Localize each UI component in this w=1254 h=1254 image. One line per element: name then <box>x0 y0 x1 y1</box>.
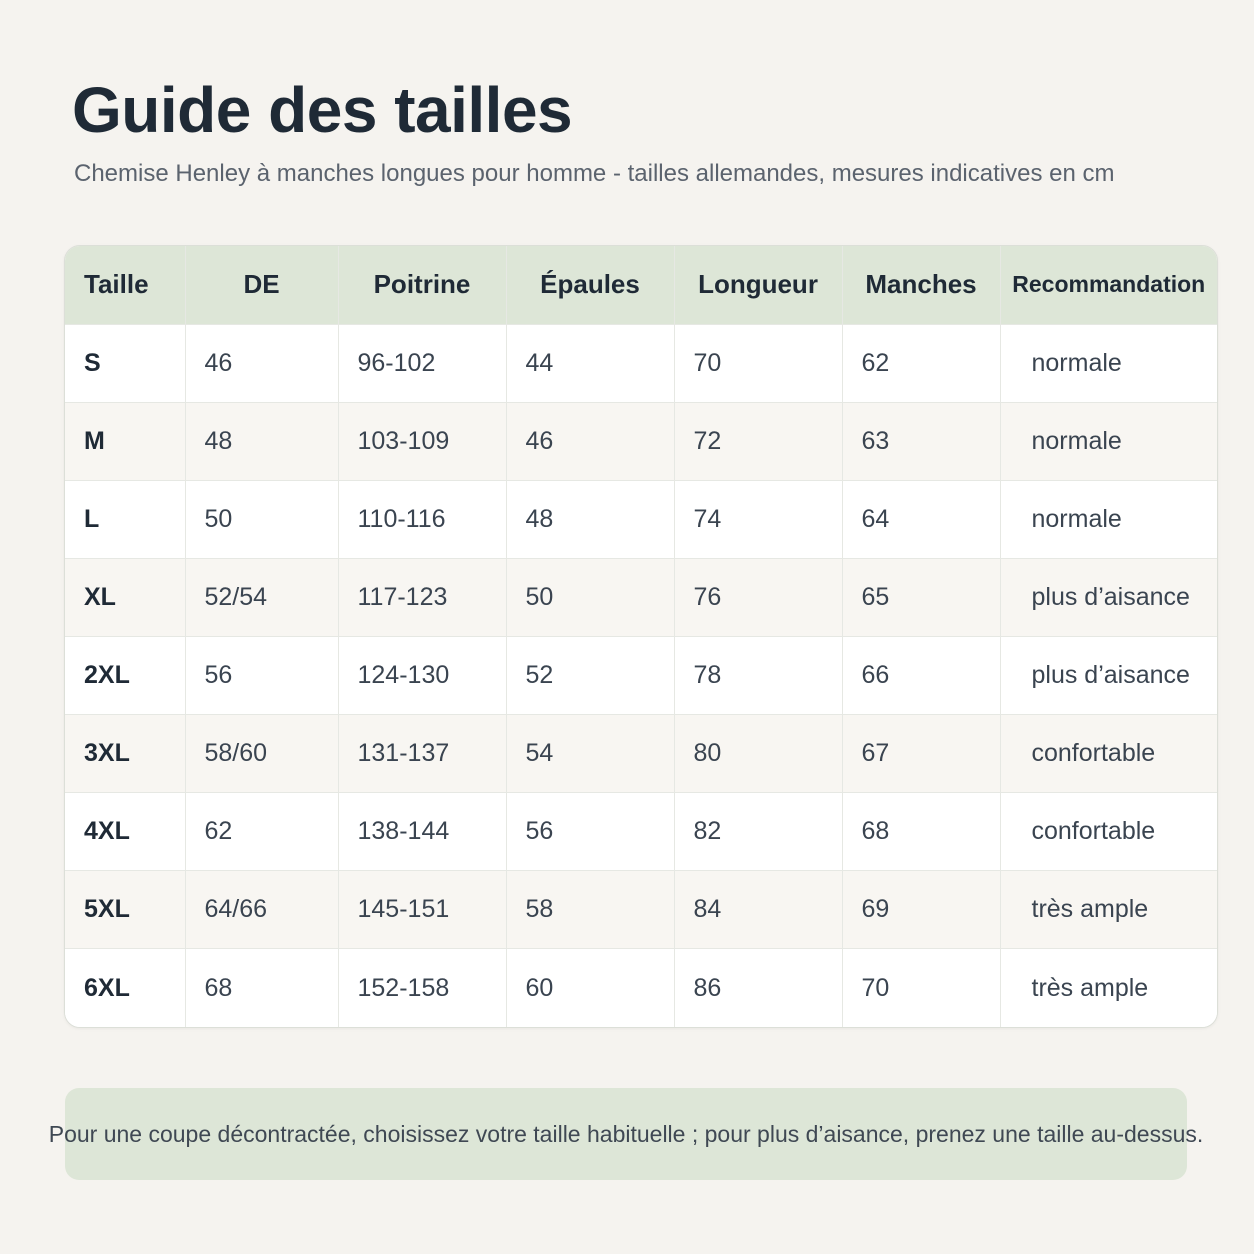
cell-recommandation: normale <box>1000 480 1217 558</box>
cell-de: 58/60 <box>185 715 338 793</box>
cell-longueur: 82 <box>674 793 842 871</box>
header-manches: Manches <box>842 246 1000 324</box>
cell-poitrine: 96-102 <box>338 324 506 402</box>
cell-manches: 63 <box>842 402 1000 480</box>
cell-de: 48 <box>185 402 338 480</box>
cell-epaules: 48 <box>506 480 674 558</box>
cell-de: 62 <box>185 793 338 871</box>
cell-de: 50 <box>185 480 338 558</box>
cell-de: 56 <box>185 636 338 714</box>
cell-recommandation: très ample <box>1000 949 1217 1027</box>
fit-note-text: Pour une coupe décontractée, choisissez votre taille habituelle ; pour plus d’aisance, prenez une taille au-dessus. <box>48 1120 1204 1147</box>
cell-manches: 66 <box>842 636 1000 714</box>
cell-taille: 2XL <box>84 660 130 689</box>
cell-de: 52/54 <box>185 558 338 636</box>
table-row <box>65 558 1217 636</box>
cell-manches: 64 <box>842 480 1000 558</box>
cell-taille: XL <box>84 582 116 611</box>
cell-epaules: 44 <box>506 324 674 402</box>
cell-poitrine: 145-151 <box>338 871 506 949</box>
cell-poitrine: 124-130 <box>338 636 506 714</box>
cell-taille: L <box>84 504 100 533</box>
cell-manches: 69 <box>842 871 1000 949</box>
cell-taille: 6XL <box>84 973 130 1002</box>
cell-taille: M <box>84 426 105 455</box>
cell-epaules: 46 <box>506 402 674 480</box>
cell-manches: 62 <box>842 324 1000 402</box>
page-subtitle: Chemise Henley à manches longues pour homme - tailles allemandes, mesures indicatives en cm <box>74 160 1115 187</box>
table-row <box>65 871 1217 949</box>
cell-epaules: 56 <box>506 793 674 871</box>
header-poitrine: Poitrine <box>338 246 506 324</box>
size-table-container <box>64 245 1218 1028</box>
cell-longueur: 86 <box>674 949 842 1027</box>
table-row <box>65 715 1217 793</box>
cell-longueur: 80 <box>674 715 842 793</box>
table-row <box>65 402 1217 480</box>
table-row <box>65 949 1217 1027</box>
header-epaules: Épaules <box>506 246 674 324</box>
cell-poitrine: 138-144 <box>338 793 506 871</box>
cell-recommandation: confortable <box>1000 715 1217 793</box>
cell-epaules: 50 <box>506 558 674 636</box>
header-recommandation: Recommandation <box>1000 246 1217 324</box>
cell-longueur: 70 <box>674 324 842 402</box>
cell-poitrine: 110-116 <box>338 480 506 558</box>
cell-epaules: 58 <box>506 871 674 949</box>
header-longueur: Longueur <box>674 246 842 324</box>
cell-longueur: 84 <box>674 871 842 949</box>
cell-manches: 67 <box>842 715 1000 793</box>
cell-manches: 70 <box>842 949 1000 1027</box>
cell-longueur: 76 <box>674 558 842 636</box>
cell-recommandation: très ample <box>1000 871 1217 949</box>
cell-taille: 3XL <box>84 739 130 768</box>
header-taille: Taille <box>84 269 149 300</box>
cell-epaules: 60 <box>506 949 674 1027</box>
cell-epaules: 52 <box>506 636 674 714</box>
cell-recommandation: normale <box>1000 402 1217 480</box>
cell-epaules: 54 <box>506 715 674 793</box>
cell-longueur: 74 <box>674 480 842 558</box>
table-row <box>65 636 1217 714</box>
cell-taille: 4XL <box>84 817 130 846</box>
cell-poitrine: 117-123 <box>338 558 506 636</box>
table-row <box>65 480 1217 558</box>
header-de: DE <box>185 246 338 324</box>
page-title: Guide des tailles <box>72 74 573 146</box>
cell-longueur: 72 <box>674 402 842 480</box>
cell-recommandation: plus d’aisance <box>1000 636 1217 714</box>
cell-de: 46 <box>185 324 338 402</box>
size-table <box>65 246 1217 1027</box>
table-row <box>65 793 1217 871</box>
fit-note <box>48 1088 1204 1180</box>
cell-poitrine: 131-137 <box>338 715 506 793</box>
table-header-row <box>65 246 1217 324</box>
cell-longueur: 78 <box>674 636 842 714</box>
cell-poitrine: 103-109 <box>338 402 506 480</box>
cell-poitrine: 152-158 <box>338 949 506 1027</box>
cell-recommandation: plus d’aisance <box>1000 558 1217 636</box>
cell-manches: 65 <box>842 558 1000 636</box>
cell-taille: 5XL <box>84 895 130 924</box>
cell-de: 68 <box>185 949 338 1027</box>
table-row <box>65 324 1217 402</box>
cell-de: 64/66 <box>185 871 338 949</box>
cell-taille: S <box>84 348 101 377</box>
table-body <box>65 324 1217 1027</box>
cell-recommandation: confortable <box>1000 793 1217 871</box>
cell-manches: 68 <box>842 793 1000 871</box>
cell-recommandation: normale <box>1000 324 1217 402</box>
